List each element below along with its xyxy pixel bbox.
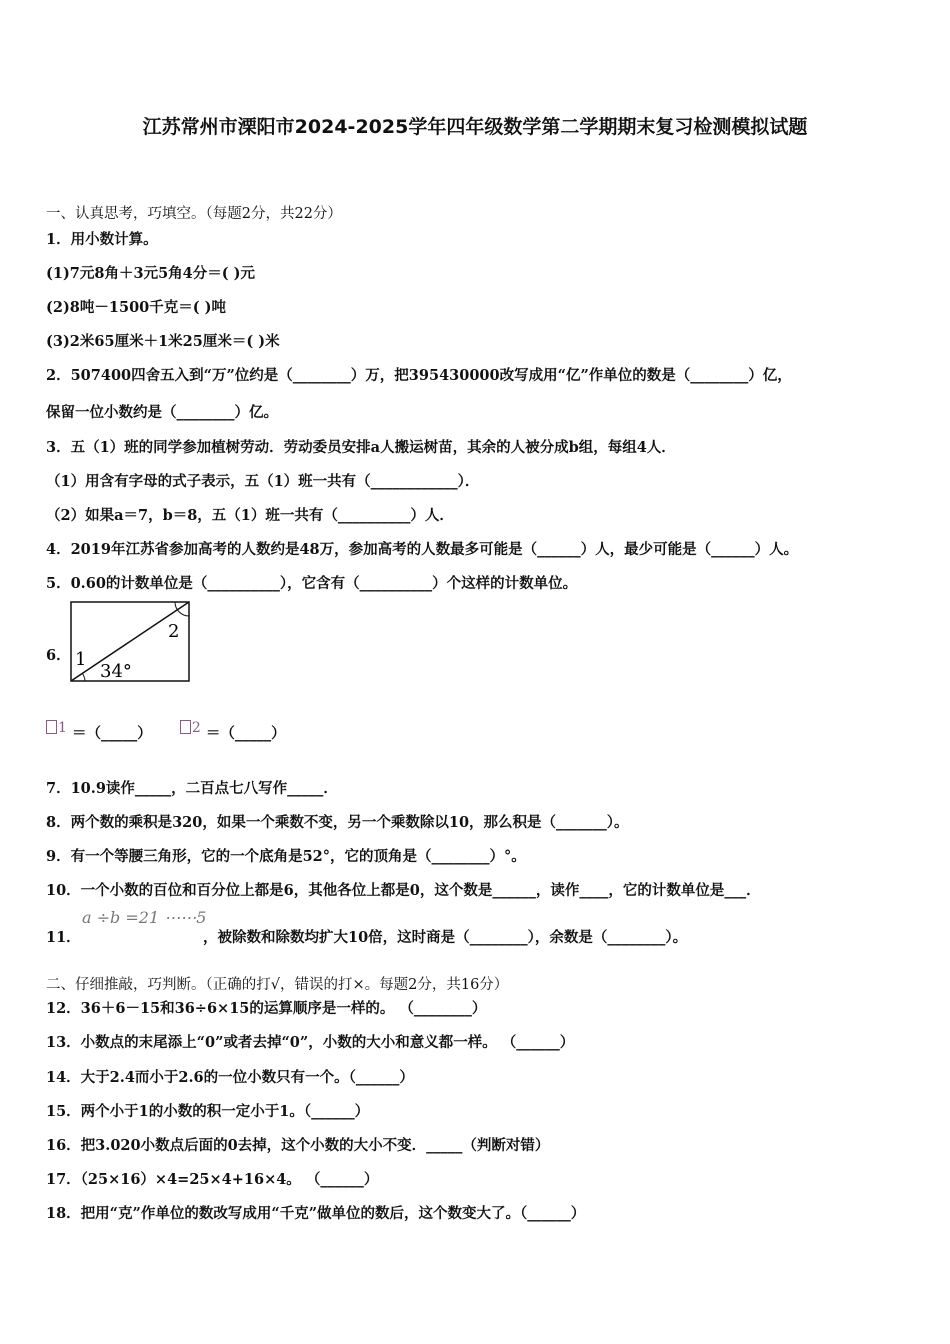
question-2-line-1: 2．507400四舍五入到“万”位约是（________）万，把395430000改写成用“亿”作单位的数是（________）亿， xyxy=(46,367,792,384)
angle-34-label: 34° xyxy=(100,661,132,682)
question-1-part-2: (2)8吨－1500千克＝( )吨 xyxy=(46,299,227,316)
question-5: 5．0.60的计数单位是（__________），它含有（__________）个这样的计数单位。 xyxy=(46,575,578,592)
question-6-answers xyxy=(46,720,286,743)
question-11-text: ，被除数和除数均扩大10倍，这时商是（________），余数是（________）。 xyxy=(203,929,688,946)
answer-2-label: 2 xyxy=(191,720,201,736)
question-9: 9．有一个等腰三角形，它的一个底角是52°，它的顶角是（________）°。 xyxy=(46,848,526,865)
question-6-number: 6． xyxy=(46,647,71,664)
angle-2-label: 2 xyxy=(168,621,180,642)
section-2-heading: 二、仔细推敲，巧判断。（正确的打√，错误的打×。每题2分，共16分） xyxy=(46,977,509,993)
question-3-part-2: （2）如果a＝7，b＝8，五（1）班一共有（__________）人． xyxy=(46,507,454,524)
angle-box-icon xyxy=(46,720,57,734)
question-1-part-1: (1)7元8角＋3元5角4分＝( )元 xyxy=(46,265,256,282)
question-7: 7．10.9读作_____，二百点七八写作_____． xyxy=(46,780,338,797)
angle-box-icon xyxy=(180,720,191,734)
question-11-number: 11． xyxy=(46,929,81,946)
question-3: 3．五（1）班的同学参加植树劳动．劳动委员安排a人搬运树苗，其余的人被分成b组，每组4人． xyxy=(46,439,676,456)
answer-1-label: 1 xyxy=(58,720,67,736)
question-18: 18．把用“克”作单位的数改写成用“千克”做单位的数后，这个数变大了。（______） xyxy=(46,1205,586,1222)
answer-1-blank: ＝（_____） xyxy=(71,725,152,742)
question-2-line-2: 保留一位小数约是（________）亿。 xyxy=(46,404,278,421)
question-15: 15．两个小于1的小数的积一定小于1。（______） xyxy=(46,1103,370,1120)
question-4: 4．2019年江苏省参加高考的人数约是48万，参加高考的人数最多可能是（______）人，最少可能是（______）人。 xyxy=(46,541,799,558)
section-1-heading: 一、认真思考，巧填空。（每题2分，共22分） xyxy=(46,206,342,222)
angle-1-arc xyxy=(82,673,85,681)
question-16: 16．把3.020小数点后面的0去掉，这个小数的大小不变．_____（判断对错） xyxy=(46,1137,550,1154)
question-11-formula: a ÷b =21 ⋯⋯5 xyxy=(82,908,207,927)
answer-2-blank: ＝（_____） xyxy=(205,725,286,742)
rectangle-diagonal-diagram xyxy=(70,600,192,684)
question-1-part-3: (3)2米65厘米＋1米25厘米＝( )米 xyxy=(46,333,280,350)
question-17: 17．（25×16）×4=25×4+16×4。 （______） xyxy=(46,1171,379,1188)
question-12: 12．36＋6－15和36÷6×15的运算顺序是一样的。 （________） xyxy=(46,1000,487,1017)
question-13: 13．小数点的末尾添上“0”或者去掉“0”，小数的大小和意义都一样。 （______） xyxy=(46,1034,575,1051)
question-3-part-1: （1）用含有字母的式子表示，五（1）班一共有（____________）． xyxy=(46,473,480,490)
question-8: 8．两个数的乘积是320，如果一个乘数不变，另一个乘数除以10，那么积是（_______）。 xyxy=(46,814,629,831)
angle-1-label: 1 xyxy=(75,649,87,670)
page-title: 江苏常州市溧阳市2024-2025学年四年级数学第二学期期末复习检测模拟试题 xyxy=(142,116,808,138)
question-10: 10．一个小数的百位和百分位上都是6，其他各位上都是0，这个数是______，读作____，它的计数单位是___． xyxy=(46,882,761,899)
question-14: 14．大于2.4而小于2.6的一位小数只有一个。（______） xyxy=(46,1069,414,1086)
question-1: 1．用小数计算。 xyxy=(46,231,158,248)
